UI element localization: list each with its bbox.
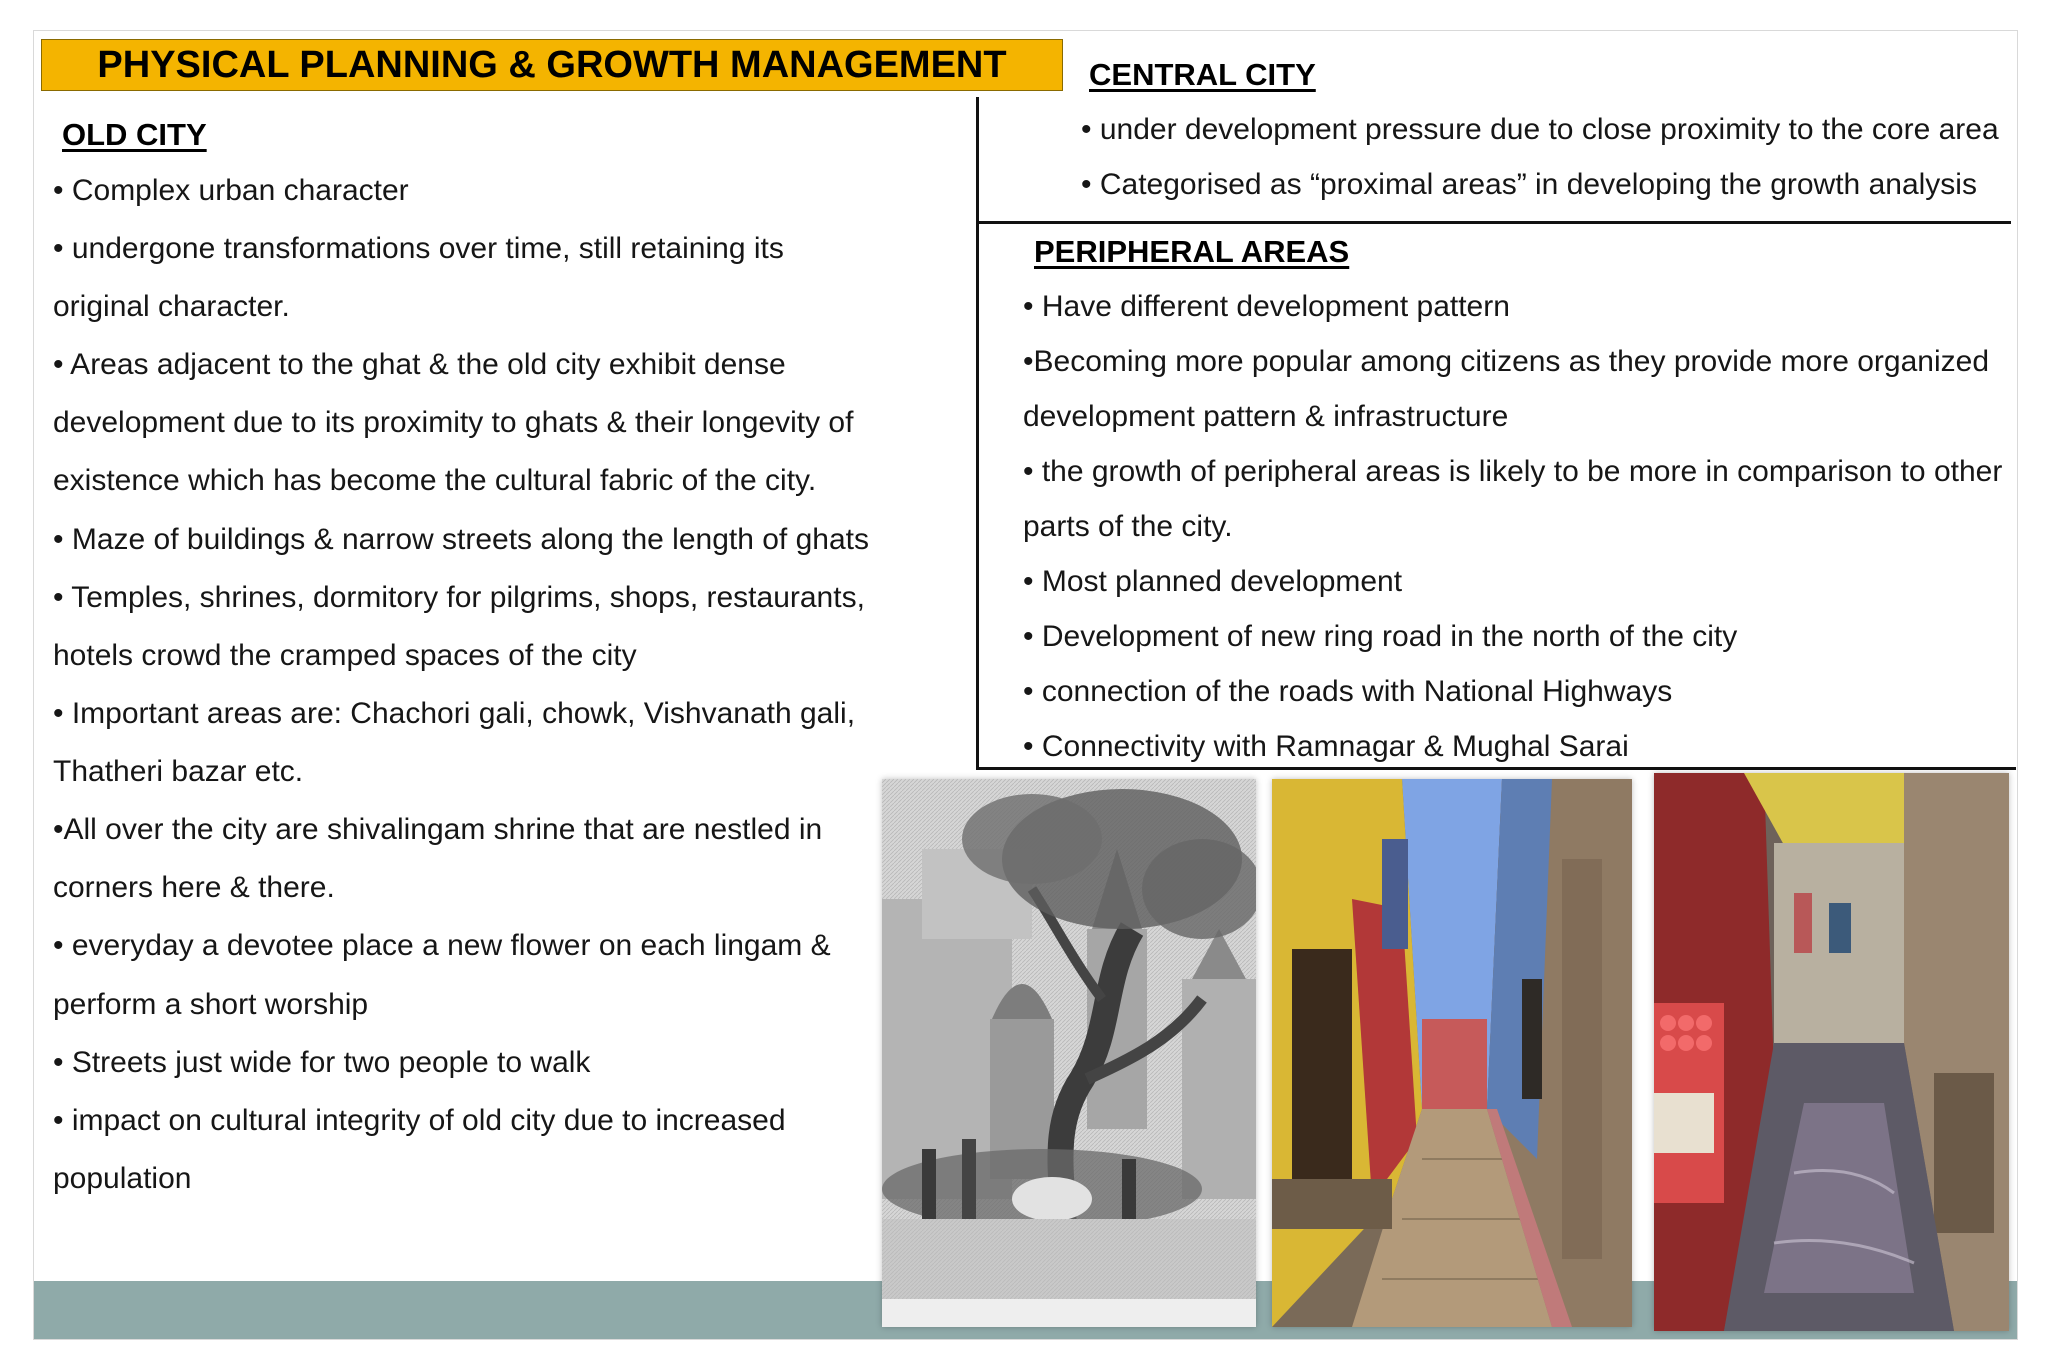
old-city-line: existence which has become the cultural fabric of the city. <box>53 464 817 497</box>
central-city-line: • under development pressure due to close proximity to the core area <box>1081 113 1999 146</box>
old-city-line: corners here & there. <box>53 871 335 904</box>
peripheral-line: • connection of the roads with National Highways <box>1023 675 1673 708</box>
alley-illustration <box>1272 779 1632 1327</box>
slide-title: PHYSICAL PLANNING & GROWTH MANAGEMENT <box>41 39 1063 91</box>
old-city-line: • impact on cultural integrity of old city due to increased <box>53 1104 786 1137</box>
peripheral-line: development pattern & infrastructure <box>1023 400 1509 433</box>
old-city-line: • Complex urban character <box>53 174 409 207</box>
old-city-line: •All over the city are shivalingam shrine that are nestled in <box>53 813 823 846</box>
old-city-line: • undergone transformations over time, still retaining its <box>53 232 784 265</box>
wet-lane-photo <box>1654 773 2009 1331</box>
old-city-line: • Temples, shrines, dormitory for pilgrims, shops, restaurants, <box>53 581 865 614</box>
section-divider <box>976 767 2016 770</box>
old-city-line: hotels crowd the cramped spaces of the city <box>53 639 637 672</box>
old-city-line: • Maze of buildings & narrow streets along the length of ghats <box>53 523 869 556</box>
central-city-heading: CENTRAL CITY <box>1089 57 1316 92</box>
peripheral-line: •Becoming more popular among citizens as they provide more organized <box>1023 345 1990 378</box>
old-city-line: • Important areas are: Chachori gali, chowk, Vishvanath gali, <box>53 697 856 730</box>
peripheral-line: • Connectivity with Ramnagar & Mughal Sarai <box>1023 730 1629 763</box>
old-city-line: • Streets just wide for two people to walk <box>53 1046 591 1079</box>
peripheral-line: • Have different development pattern <box>1023 290 1510 323</box>
engraving-illustration <box>882 779 1256 1327</box>
old-city-engraving-photo <box>882 779 1256 1327</box>
old-city-line: Thatheri bazar etc. <box>53 755 304 788</box>
old-city-line: • everyday a devotee place a new flower on each lingam & <box>53 929 831 962</box>
old-city-line: perform a short worship <box>53 988 369 1021</box>
old-city-line: population <box>53 1162 192 1195</box>
peripheral-line: • Most planned development <box>1023 565 1403 598</box>
peripheral-line: • the growth of peripheral areas is likely to be more in comparison to other <box>1023 455 2003 488</box>
old-city-line: original character. <box>53 290 290 323</box>
narrow-alley-photo <box>1272 779 1632 1327</box>
peripheral-areas-heading: PERIPHERAL AREAS <box>1034 234 1350 269</box>
lane-illustration <box>1654 773 2009 1331</box>
old-city-heading: OLD CITY <box>62 117 207 152</box>
slide <box>33 30 2018 1340</box>
section-divider <box>976 221 2011 224</box>
central-city-line: • Categorised as “proximal areas” in developing the growth analysis <box>1081 168 1977 201</box>
peripheral-line: parts of the city. <box>1023 510 1233 543</box>
column-divider <box>976 97 979 767</box>
old-city-line: • Areas adjacent to the ghat & the old city exhibit dense <box>53 348 786 381</box>
old-city-line: development due to its proximity to ghats & their longevity of <box>53 406 854 439</box>
peripheral-line: • Development of new ring road in the north of the city <box>1023 620 1738 653</box>
